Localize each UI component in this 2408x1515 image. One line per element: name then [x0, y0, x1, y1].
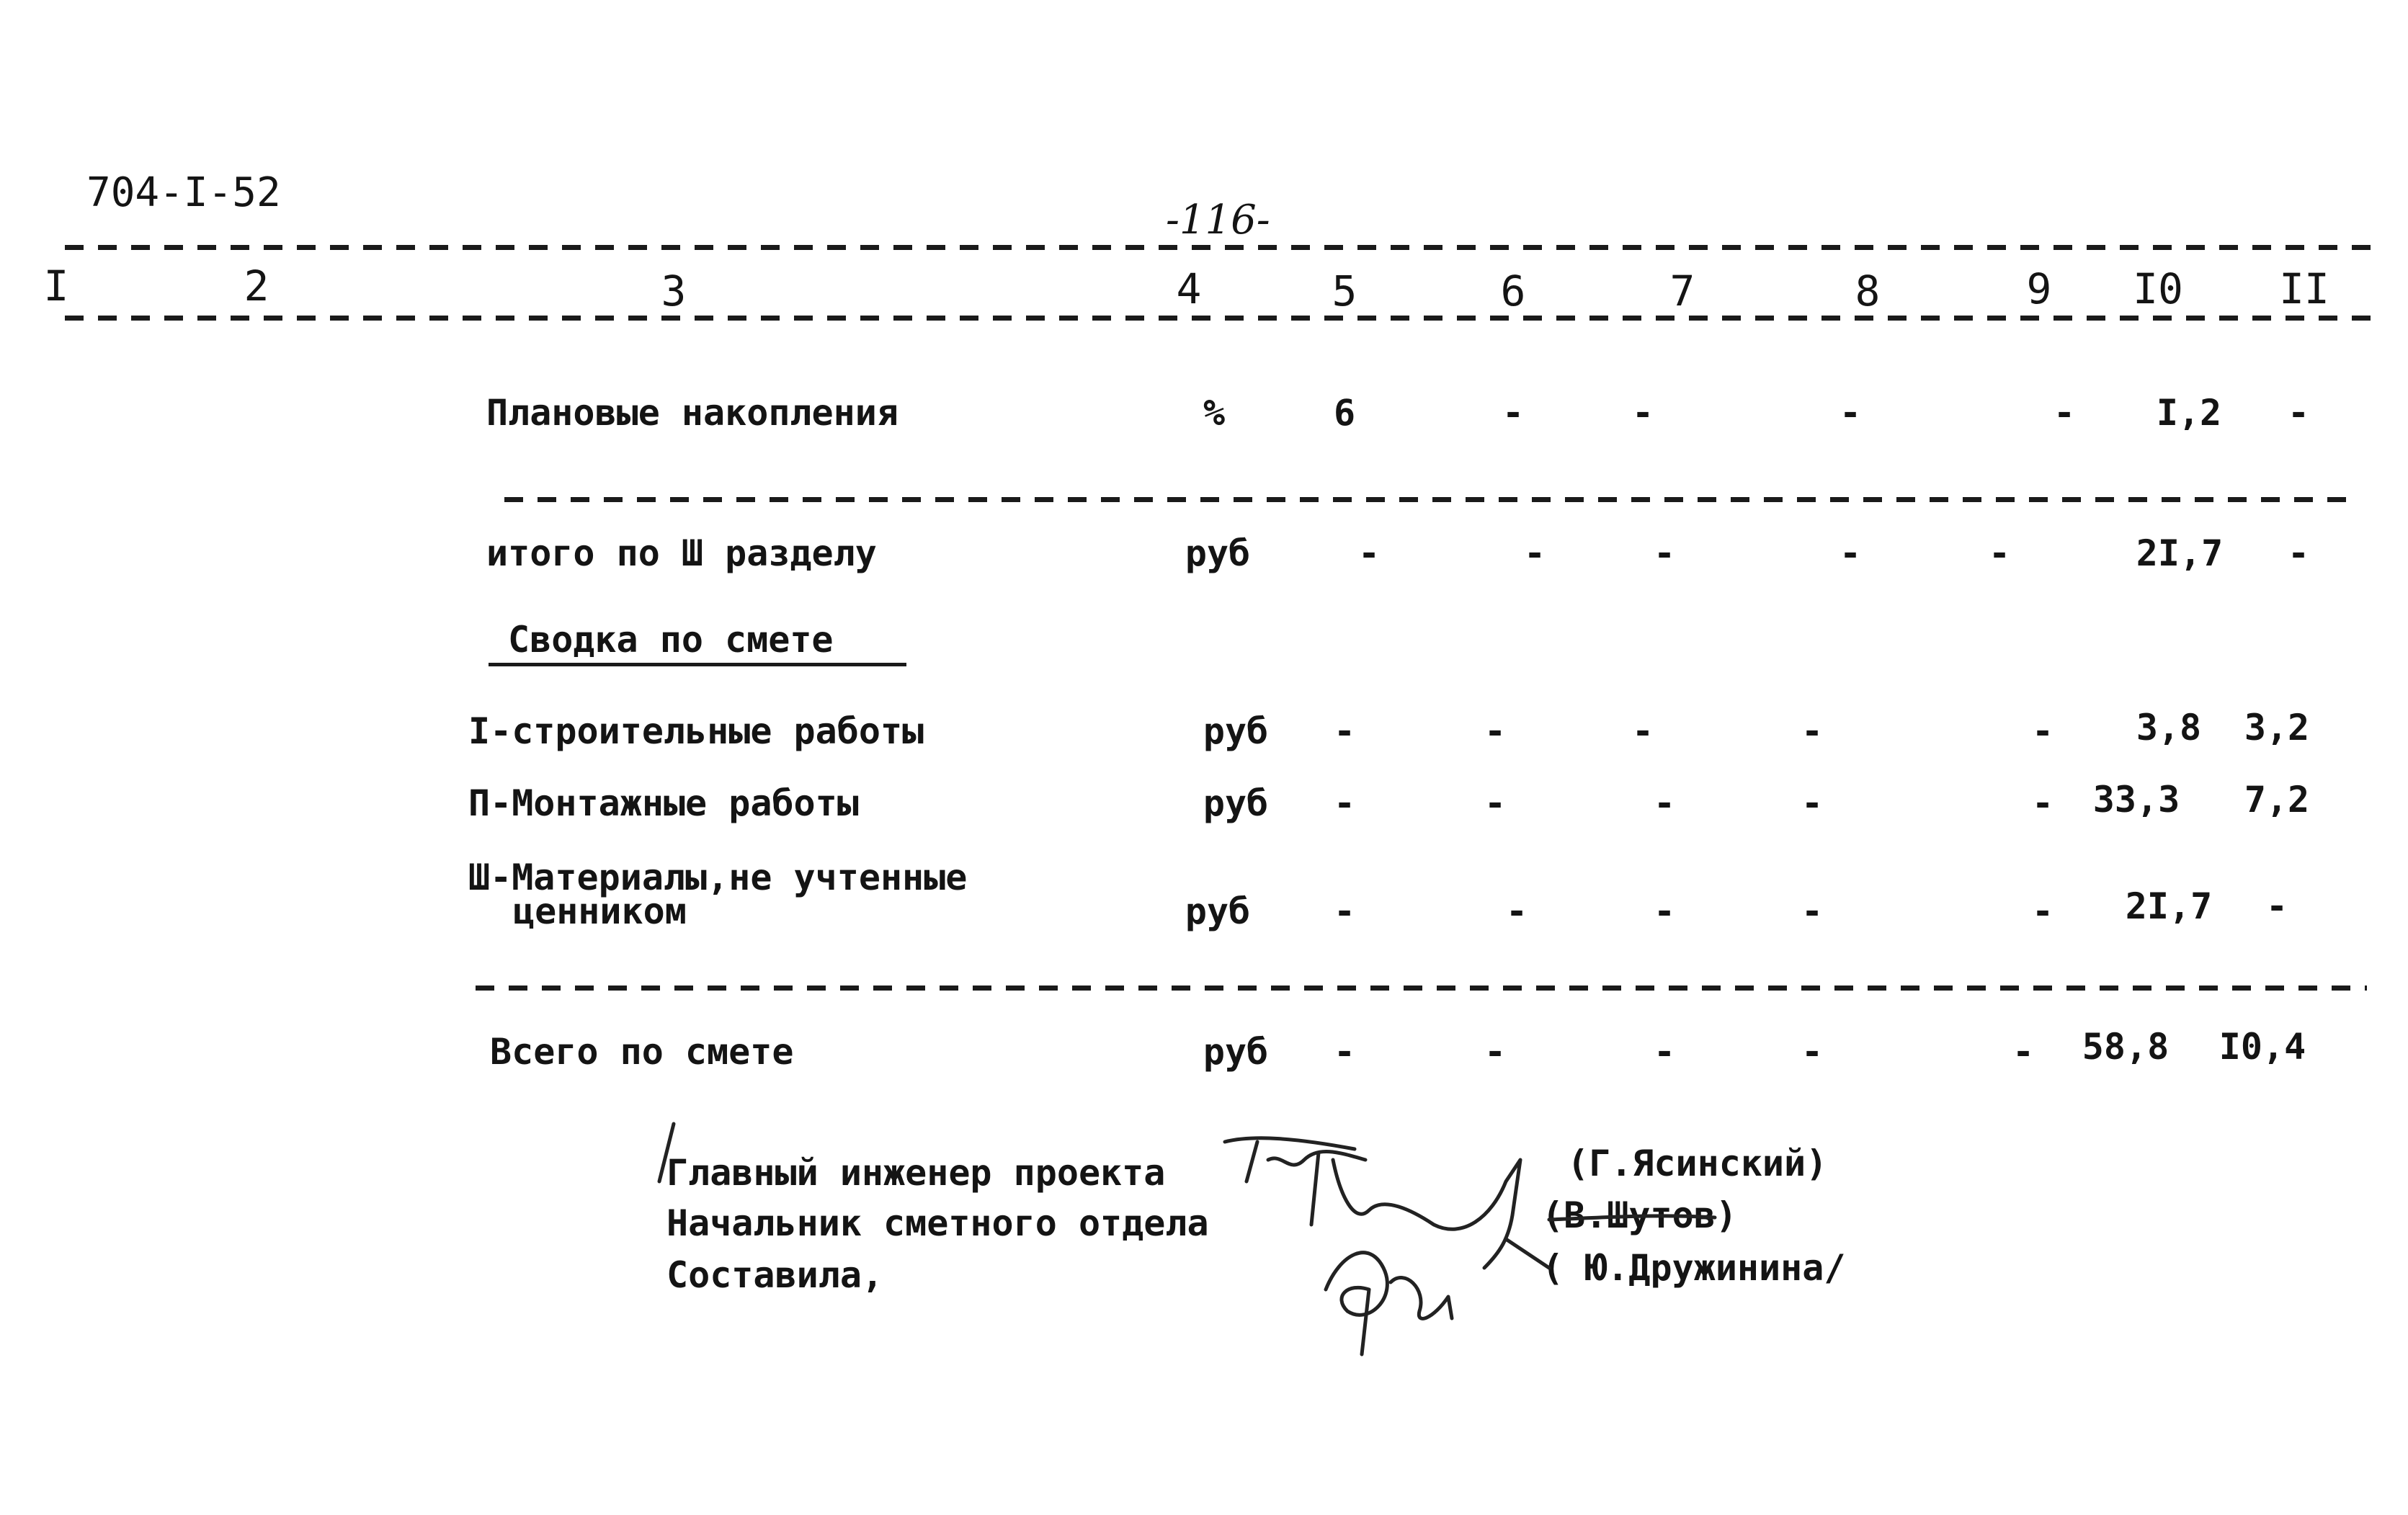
row-value: 3,8: [2136, 707, 2202, 748]
summary-label-materials-line2: ценником: [513, 890, 687, 932]
summary-label-construction: I-строительные работы: [468, 710, 924, 752]
row-value: -: [1839, 392, 1862, 434]
row-value: 7,2: [2244, 779, 2310, 821]
signatory-name-chief-engineer: (Г.Ясинский): [1567, 1143, 1828, 1184]
row-unit: %: [1203, 392, 1226, 434]
row-value: -: [1839, 532, 1862, 574]
signatory-name-compiler: ( Ю.Дружинина/: [1542, 1247, 1846, 1289]
row-label-planned-savings: Плановые накопления: [486, 392, 898, 434]
signatory-name-estimate-head: (В.Шутов): [1542, 1194, 1737, 1236]
row-value: 33,3: [2092, 779, 2180, 821]
row-unit: руб: [1203, 710, 1269, 752]
row-value: -: [1484, 1031, 1507, 1073]
row-value: -: [2287, 392, 2310, 434]
column-header-1: I: [43, 262, 69, 310]
row-value: -: [1801, 782, 1824, 824]
column-header-2: 2: [244, 262, 269, 310]
row-value: -: [1333, 782, 1356, 824]
row-value: -: [1653, 890, 1676, 932]
row-value: -: [1502, 392, 1525, 434]
summary-heading: Сводка по смете: [508, 619, 834, 661]
row-value: -: [1631, 392, 1654, 434]
signatory-role-estimate-head: Начальник сметного отдела: [666, 1202, 1209, 1244]
row-value: -: [1801, 710, 1824, 752]
page-number: -116-: [1166, 197, 1270, 243]
column-header-4: 4: [1176, 264, 1202, 313]
row-value: 6: [1333, 392, 1356, 434]
row-value: -: [1988, 532, 2011, 574]
row-value: -: [1653, 782, 1676, 824]
row-value: -: [1631, 710, 1654, 752]
column-header-6: 6: [1500, 267, 1526, 316]
signatory-role-chief-engineer: Главный инженер проекта: [666, 1152, 1166, 1194]
row-value: -: [1653, 1031, 1676, 1073]
row-value: -: [2031, 710, 2054, 752]
row-value: -: [2053, 392, 2076, 434]
row-unit: руб: [1203, 782, 1269, 824]
column-header-10: I0: [2133, 264, 2183, 313]
row-value: -: [2012, 1031, 2035, 1073]
row-value: -: [1484, 782, 1507, 824]
row-value: -: [2031, 782, 2054, 824]
column-header-8: 8: [1855, 267, 1881, 316]
row-value: -: [1357, 532, 1381, 574]
column-header-7: 7: [1669, 267, 1695, 316]
column-header-3: 3: [661, 267, 687, 316]
row-value: I0,4: [2219, 1026, 2306, 1068]
row-value: -: [1333, 890, 1356, 932]
signatory-role-compiler: Составила,: [666, 1254, 884, 1296]
row-value: -: [1333, 710, 1356, 752]
row-unit: руб: [1185, 890, 1251, 932]
row-value: -: [1653, 532, 1676, 574]
summary-label-installation: П-Монтажные работы: [468, 782, 859, 824]
row-value: I,2: [2156, 392, 2222, 434]
row-value: -: [1484, 710, 1507, 752]
row-value: 3,2: [2244, 707, 2310, 748]
column-header-5: 5: [1332, 267, 1357, 316]
row-value: -: [1333, 1031, 1356, 1073]
document-code: 704-I-52: [86, 169, 281, 216]
row-unit: руб: [1203, 1031, 1269, 1073]
row-value: -: [1523, 532, 1546, 574]
total-label: Всего по смете: [490, 1031, 794, 1073]
column-header-11: II: [2279, 264, 2329, 313]
column-header-9: 9: [2026, 264, 2052, 313]
row-value: 58,8: [2082, 1026, 2170, 1068]
row-unit: руб: [1185, 532, 1251, 574]
row-value: -: [1801, 1031, 1824, 1073]
row-value: 2I,7: [2125, 885, 2213, 927]
row-value: -: [2031, 890, 2054, 932]
row-value: -: [2265, 885, 2288, 927]
row-label-section-total: итого по Ш разделу: [486, 532, 877, 574]
row-value: 2I,7: [2136, 532, 2224, 574]
row-value: -: [1801, 890, 1824, 932]
row-value: -: [1505, 890, 1528, 932]
summary-label-materials-line1: Ш-Материалы,не учтенные: [468, 857, 968, 898]
row-value: -: [2287, 532, 2310, 574]
